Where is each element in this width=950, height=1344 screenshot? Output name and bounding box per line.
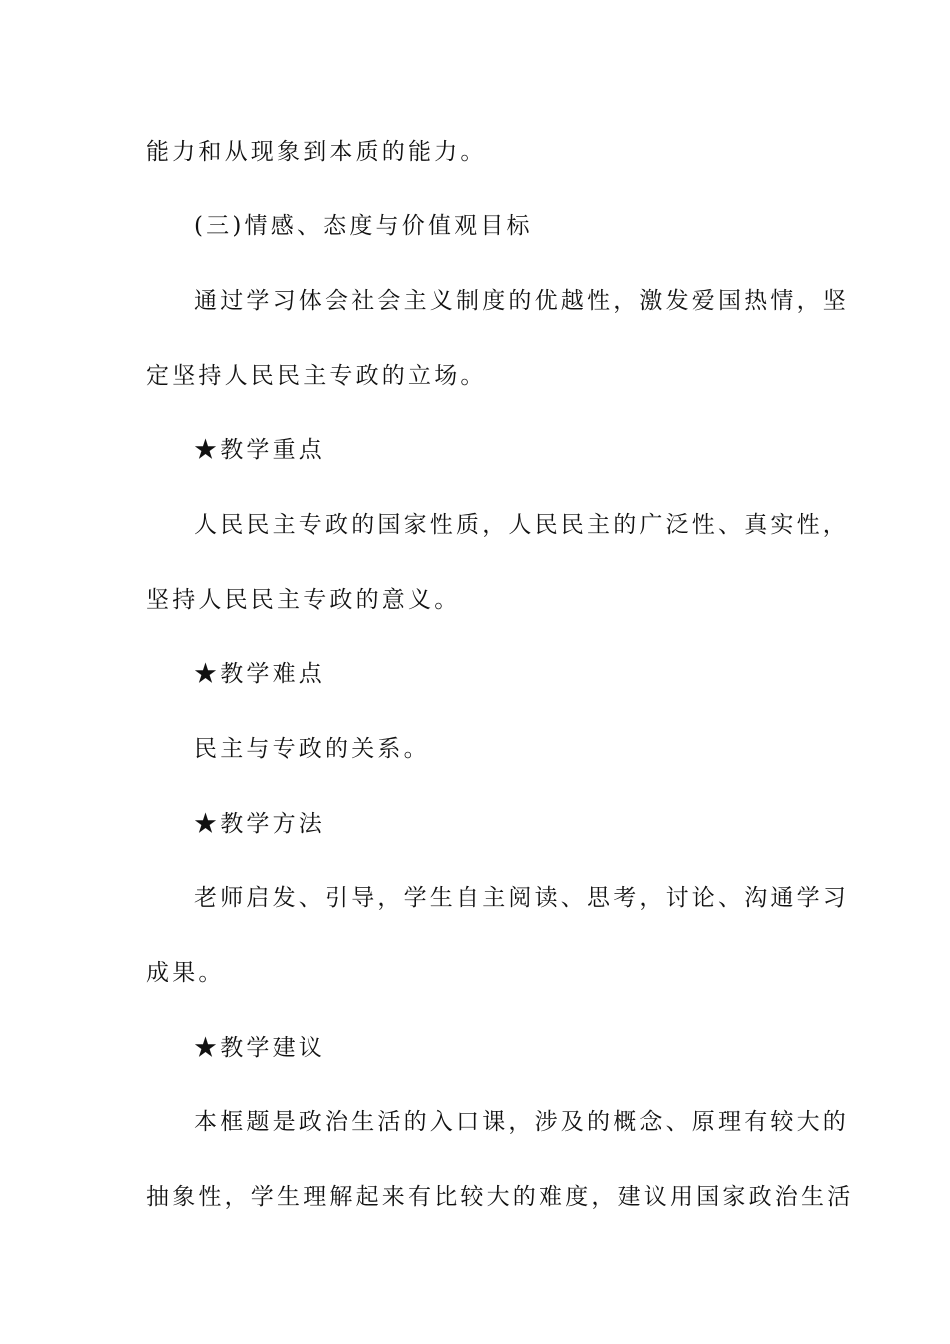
body-text-line: 抽象性，学生理解起来有比较大的难度，建议用国家政治生活	[146, 1184, 854, 1210]
body-text-line: 坚持人民民主专政的意义。	[146, 587, 461, 613]
body-text-line: 能力和从现象到本质的能力。	[146, 139, 487, 165]
paragraph-first-line: 民主与专政的关系。	[194, 736, 430, 762]
section-heading-difficult-points: ★教学难点	[194, 661, 325, 687]
paragraph-first-line: 通过学习体会社会主义制度的优越性，激发爱国热情，坚	[194, 288, 849, 314]
section-heading-suggestions: ★教学建议	[194, 1035, 325, 1061]
paragraph-first-line: 人民民主专政的国家性质，人民民主的广泛性、真实性，	[194, 512, 849, 538]
body-text-line: 成果。	[146, 960, 225, 986]
body-text-line: 定坚持人民民主专政的立场。	[146, 363, 487, 389]
section-heading-emotion-goals: (三)情感、态度与价值观目标	[194, 213, 533, 239]
paragraph-first-line: 老师启发、引导，学生自主阅读、思考，讨论、沟通学习	[194, 885, 849, 911]
section-heading-key-points: ★教学重点	[194, 437, 325, 463]
paragraph-first-line: 本框题是政治生活的入口课，涉及的概念、原理有较大的	[194, 1109, 849, 1135]
section-heading-methods: ★教学方法	[194, 811, 325, 837]
